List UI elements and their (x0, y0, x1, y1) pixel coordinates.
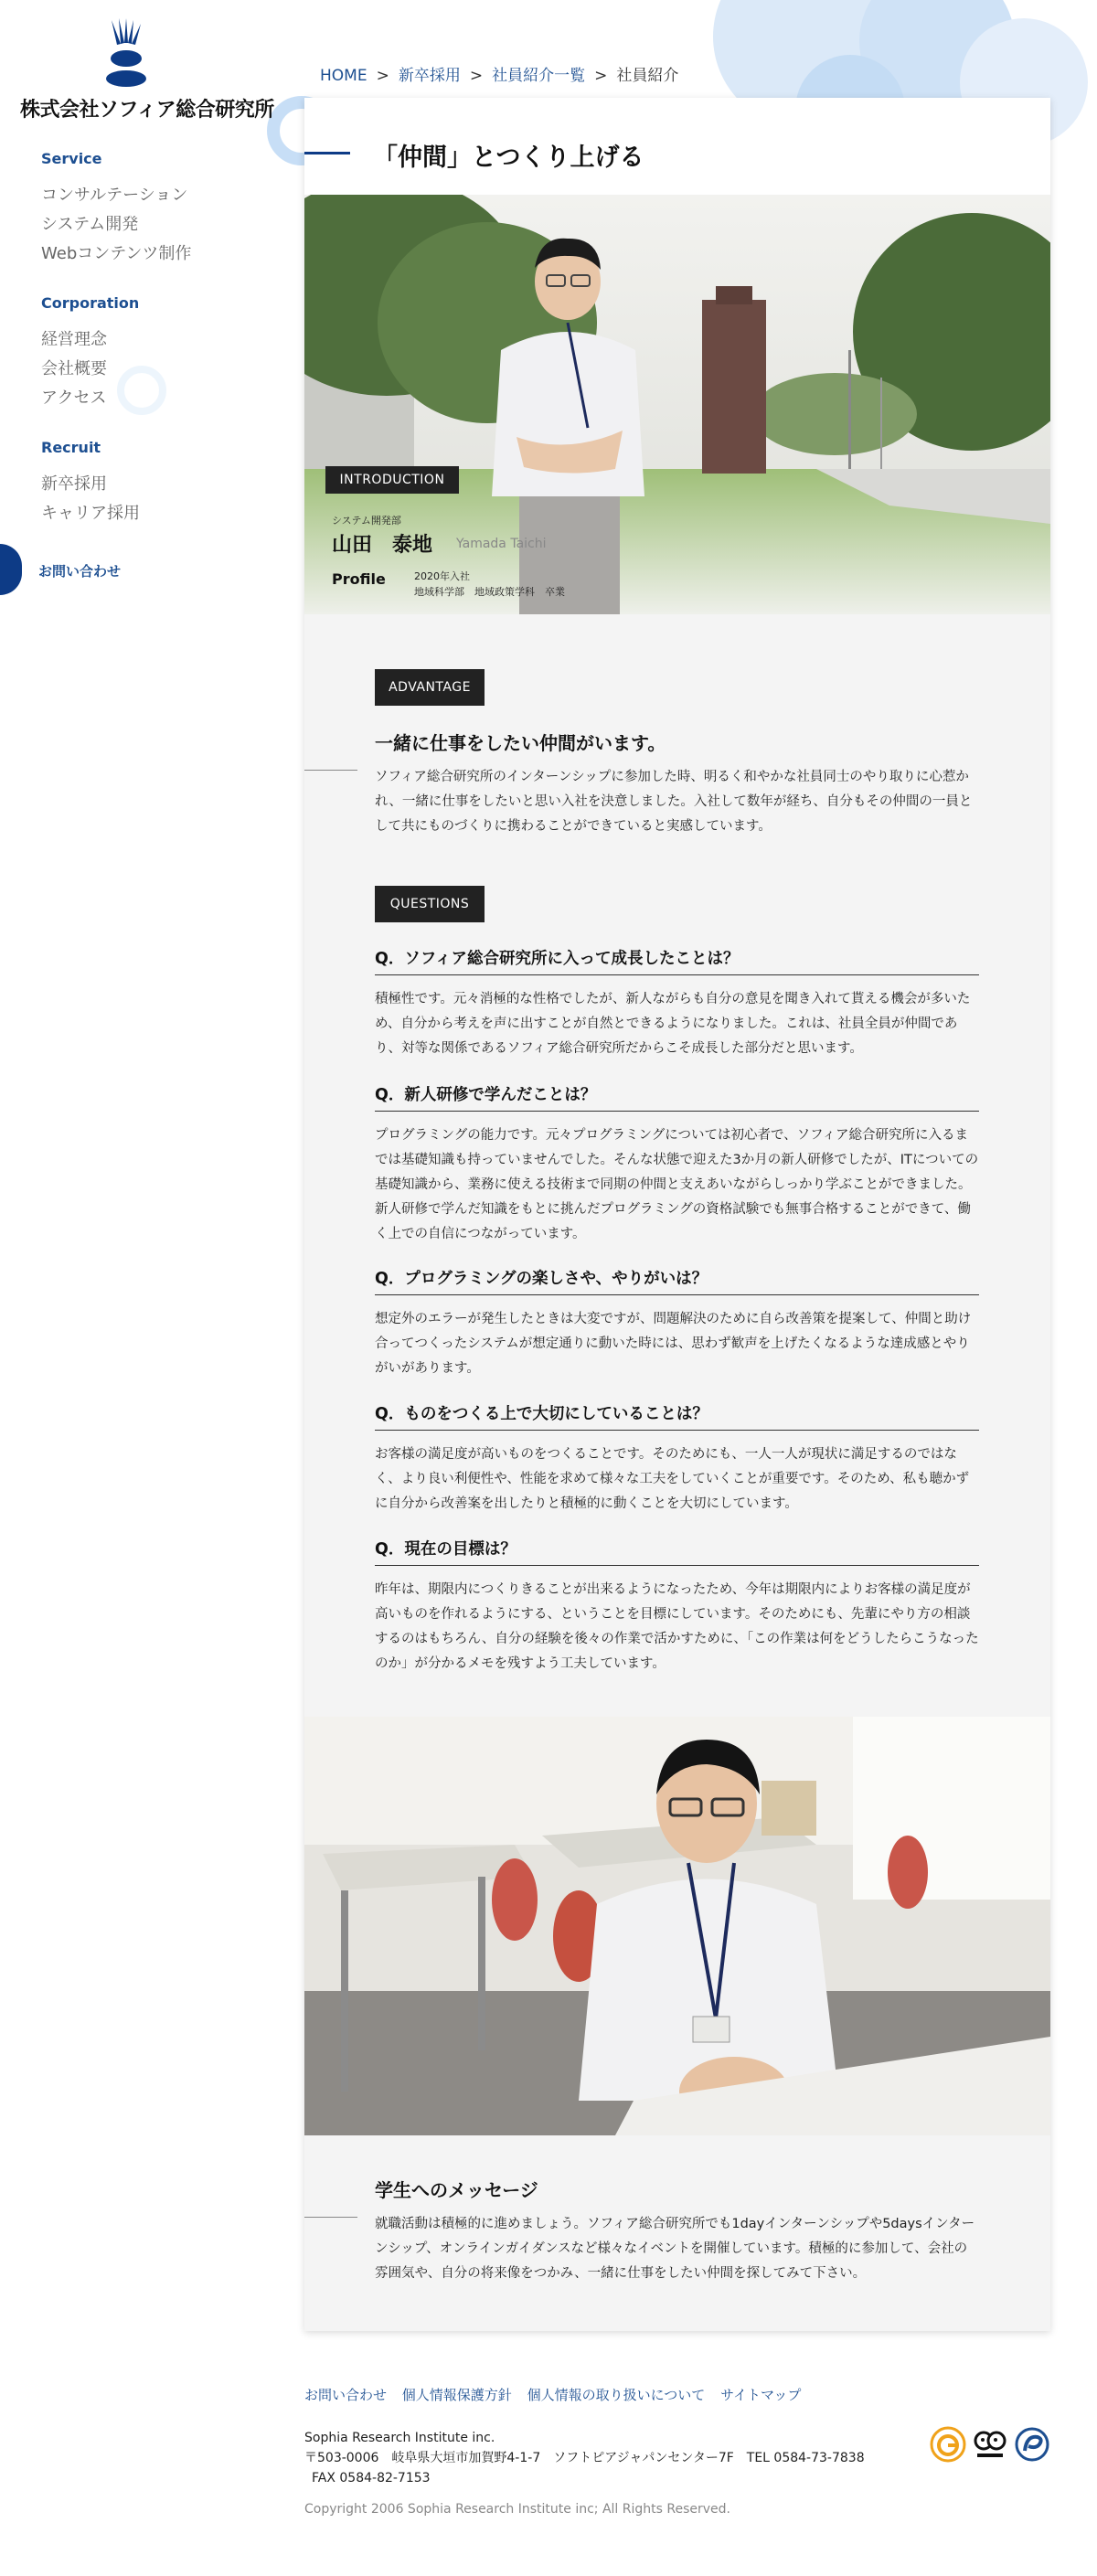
nav-item-consultation[interactable]: コンサルテーション (41, 186, 188, 205)
nav-item-web-contents[interactable]: Webコンテンツ制作 (41, 244, 192, 263)
breadcrumb-home[interactable]: HOME (320, 67, 367, 85)
section-divider-line (304, 770, 357, 771)
title-accent-line (304, 152, 350, 154)
nav-item-company-overview[interactable]: 会社概要 (41, 359, 107, 378)
question-heading: Q．現在の目標は？ (375, 1537, 979, 1566)
profile-label: Profile (332, 570, 386, 588)
footer-links (304, 2385, 812, 2404)
question-heading: Q．新人研修で学んだことは？ (375, 1082, 979, 1112)
answer-text: プログラミングの能力です。元々プログラミングについては初心者で、ソフィア総合研究所に入るまでは基礎知識も持っていませんでした。そんな状態で迎えた3か月の新人研修でしたが、ITについての基礎知識から、業務に使える技術まで同期の仲間と支えあいながらしっかり学ぶことができました。新人研修で学んだ知識をもとに挑んだプログラミングの資格試験でも無事合格することができて、働く上での自信につながっています。 (375, 1128, 979, 1241)
footer-link-personal-info[interactable]: 個人情報の取り扱いについて (527, 2387, 706, 2403)
breadcrumb-new-graduate[interactable]: 新卒採用 (398, 67, 461, 85)
employee-name-jp: 山田 泰地 (332, 534, 433, 557)
question-heading: Q．ものをつくる上で大切にしていることは？ (375, 1401, 979, 1431)
answer-text: 積極性です。元々消極的な性格でしたが、新人ながらも自分の意見を聞き入れて貰える機会が多いため、自分から考えを声に出すことが自然とできるようになりました。これは、社員全員が仲間であり、対等な関係であるソフィア総合研究所だからこそ成長した部分だと思います。 (375, 992, 971, 1056)
nav-item-system-development[interactable]: システム開発 (41, 215, 139, 234)
footer-link-sitemap[interactable]: サイトマップ (720, 2387, 802, 2403)
sidebar (0, 0, 274, 640)
answer-text: 昨年は、期限内につくりきることが出来るようになったため、今年は期限内によりお客様の満足度が高いものを作れるようにする、ということを目標にしています。そのためにも、先輩にやり方の相談するのはもちろん、自分の経験を後々の作業で活かすために、「この作業は何をどうしたらこうなったのか」が分かるメモを残すよう工夫しています。 (375, 1582, 979, 1671)
company-name-en: Sophia Research Institute inc. (304, 2431, 495, 2445)
profile-join-year: 2020年入社 (414, 570, 470, 582)
certification-mark-kurumin-icon (972, 2426, 1008, 2463)
hero-photo (304, 195, 1050, 614)
copyright: Copyright 2006 Sophia Research Institute inc; All Rights Reserved. (304, 2502, 730, 2517)
footer-link-privacy-policy[interactable]: 個人情報保護方針 (401, 2387, 512, 2403)
breadcrumb-separator: > (376, 67, 389, 85)
card-header (304, 98, 1050, 195)
breadcrumb-staff-list[interactable]: 社員紹介一覧 (492, 67, 586, 85)
contact-marker (0, 544, 22, 595)
advantage-tag: ADVANTAGE (375, 669, 485, 706)
answer-text: お客様の満足度が高いものをつくることです。そのためにも、一人一人が現状に満足するのではなく、より良い利便性や、性能を求めて様々な工夫をしていくことが重要です。そのため、私も聴かずに自分から改善案を出したりと積極的に動くことを大切にしています。 (375, 1447, 970, 1511)
nav-item-access[interactable]: アクセス (41, 389, 107, 408)
profile-school: 地域科学部 地域政策学科 卒業 (414, 586, 565, 598)
questions-tag: QUESTIONS (375, 886, 485, 922)
office-photo-illustration (304, 1717, 1050, 2135)
certification-mark-privacy-icon (1014, 2426, 1050, 2463)
staff-profile-card (304, 98, 1050, 2331)
contact-link[interactable]: お問い合わせ (38, 563, 122, 580)
nav-item-new-graduate[interactable]: 新卒採用 (41, 474, 107, 494)
question-heading: Q．プログラミングの楽しさや、やりがいは？ (375, 1266, 979, 1295)
message-text: 就職活動は積極的に進めましょう。ソフィア総合研究所でも1dayインターンシップや5daysインターンシップ、オンラインガイダンスなど様々なイベントを開催しています。積極的に参加して、会社の雰囲気や、自分の将来像をつかみ、一緒に仕事をしたい仲間を探してみて下さい。 (375, 2217, 975, 2281)
company-info (304, 2428, 865, 2488)
office-photo (304, 1717, 1050, 2135)
employee-name-en: Yamada Taichi (456, 537, 547, 551)
message-heading: 学生へのメッセージ (375, 2179, 538, 2201)
breadcrumb (320, 62, 686, 85)
nav-item-career[interactable]: キャリア採用 (41, 504, 140, 523)
certification-mark-g-icon (930, 2426, 966, 2463)
breadcrumb-current: 社員紹介 (616, 67, 679, 85)
company-address: 〒503-0006 岐阜県大垣市加賀野4-1-7 ソフトピアジャパンセンター7F TEL 0584-73-7838 (304, 2451, 865, 2465)
breadcrumb-separator: > (594, 67, 608, 85)
nav-heading-service: Service (41, 150, 102, 167)
company-name[interactable]: 株式会社ソフィア総合研究所 (20, 99, 274, 122)
breadcrumb-separator: > (469, 67, 484, 85)
nav-item-philosophy[interactable]: 経営理念 (41, 330, 107, 349)
nav-heading-recruit: Recruit (41, 439, 101, 456)
company-fax: FAX 0584-82-7153 (312, 2471, 431, 2486)
page-title: 「仲間」とつくり上げる (373, 144, 644, 172)
question-heading: Q．ソフィア総合研究所に入って成長したことは？ (375, 946, 979, 975)
nav-heading-corporation: Corporation (41, 294, 140, 312)
introduction-badge: INTRODUCTION (325, 466, 459, 494)
company-logo-icon[interactable] (99, 16, 154, 88)
department-label: システム開発部 (332, 515, 401, 527)
advantage-text: ソフィア総合研究所のインターンシップに参加した時、明るく和やかな社員同士のやり取りに心惹かれ、一緒に仕事をしたいと思い入社を決意しました。入社して数年が経ち、自分もその仲間の一員として共にものづくりに携わることができていると実感しています。 (375, 770, 973, 834)
section-divider-line (304, 2217, 357, 2218)
answer-text: 想定外のエラーが発生したときは大変ですが、問題解決のために自ら改善策を提案して、仲間と助け合ってつくったシステムが想定通りに動いた時には、思わず歓声を上げたくなるような達成感とやりがいがあります。 (375, 1312, 972, 1376)
footer-link-contact[interactable]: お問い合わせ (304, 2387, 388, 2403)
advantage-heading: 一緒に仕事をしたい仲間がいます。 (375, 732, 666, 754)
